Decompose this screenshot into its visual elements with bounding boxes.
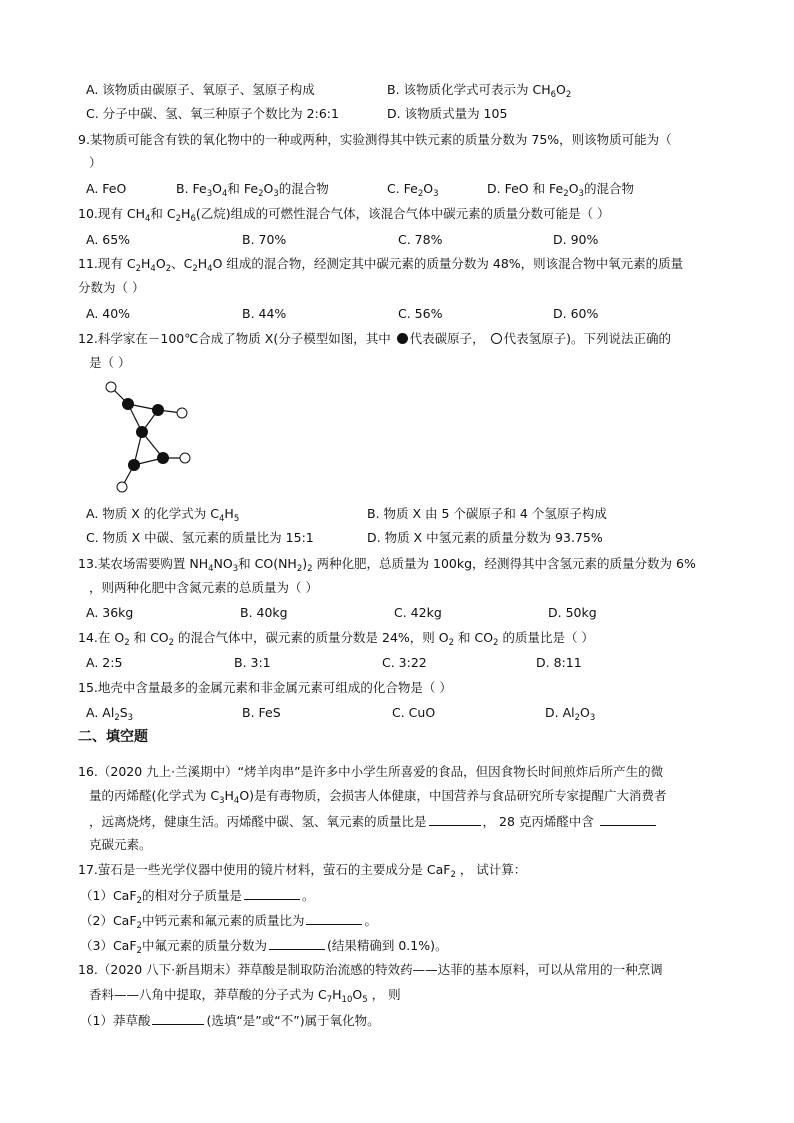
- q9-stem: 9.某物质可能含有铁的氧化物中的一种或两种，实验测得其中铁元素的质量分数为 75%，则该物质可能为（: [78, 132, 672, 147]
- q13-stem-cont: ，则两种化肥中含氮元素的总质量为（ ）: [89, 580, 318, 595]
- q9-option-c: C. $Fe_2O_3$: [387, 181, 439, 199]
- q13-option-d: D. 50kg: [548, 605, 597, 620]
- q8-option-c: C. 分子中碳、氢、氧三种原子个数比为 2:6:1: [86, 106, 339, 121]
- q11-option-c: C. 56%: [398, 306, 443, 321]
- hydrogen-atom: [106, 382, 116, 392]
- q12-stem-cont: 是（ ）: [89, 355, 131, 370]
- carbon-atom: [157, 452, 169, 464]
- q16-stem-line2: 量的丙烯醛(化学式为 $C_3H_4O$)是有毒物质，会损害人体健康，中国营养与食品研究所专家提醒广大消费者: [89, 788, 667, 806]
- hydrogen-atom: [177, 408, 187, 418]
- q16-stem-line3: ，远离烧烤，健康生活。丙烯醛中碳、氢、氧元素的质量比是 ， 28 克丙烯醛中含: [89, 813, 658, 830]
- answer-blank[interactable]: [269, 937, 325, 950]
- q16-stem-line4: 克碳元素。: [89, 837, 152, 852]
- q12-stem: 12.科学家在－100℃合成了物质 X(分子模型如图，其中 代表碳原子， 代表氢原子)。下列说法正确的: [78, 331, 672, 346]
- hydrogen-atom-icon: [491, 333, 502, 344]
- carbon-atom: [128, 459, 140, 471]
- q13-option-b: B. 40kg: [240, 605, 288, 620]
- hydrogen-atom: [180, 453, 190, 463]
- q11-option-a: A. 40%: [86, 306, 131, 321]
- q16-stem: 16.（2020 九上·兰溪期中）“烤羊肉串”是许多中小学生所喜爱的食品，但因食物长时间煎炸后所产生的微: [78, 764, 664, 779]
- q14-option-c: C. 3:22: [382, 655, 427, 670]
- q11-stem-cont: 分数为（ ）: [78, 280, 145, 295]
- q12-option-a: A. 物质 X 的化学式为 $C_4H_5$: [86, 506, 240, 524]
- q17-stem: 17.萤石是一些光学仪器中使用的镜片材料，萤石的主要成分是 CaF$_2$ ， 试计算：: [78, 862, 527, 880]
- molecule-model-diagram: [100, 376, 200, 496]
- q18-stem: 18.（2020 八下·新昌期末）莽草酸是制取防治流感的特效药——达菲的基本原料，可以从常用的一种烹调: [78, 962, 663, 977]
- q15-option-a: A. $Al_2S_3$: [86, 705, 134, 723]
- carbon-atom: [122, 398, 134, 410]
- carbon-atom-icon: [397, 333, 408, 344]
- q12-option-b: B. 物质 X 由 5 个碳原子和 4 个氢原子构成: [367, 506, 607, 521]
- answer-blank[interactable]: [244, 887, 300, 900]
- q18-stem-line2: 香料——八角中提取，莽草酸的分子式为 $C_7H_{10}O_5$ ， 则: [89, 987, 401, 1005]
- q17-sub2: （2）CaF$_2$中钙元素和氟元素的质量比为 。: [80, 913, 377, 931]
- q10-option-b: B. 70%: [242, 232, 287, 247]
- q11-stem: 11.现有 $C_2H_4O_2$、$C_2H_4O$ 组成的混合物，经测定其中碳元素的质量分数为 48%，则该混合物中氧元素的质量: [78, 256, 684, 274]
- q9-option-d: D. FeO 和 $Fe_2O_3$的混合物: [487, 181, 634, 199]
- section-heading: 二、填空题: [78, 729, 148, 745]
- q10-option-d: D. 90%: [553, 232, 599, 247]
- q15-option-c: C. CuO: [392, 705, 436, 720]
- carbon-atom: [152, 404, 164, 416]
- hydrogen-atom: [117, 482, 127, 492]
- q13-option-c: C. 42kg: [394, 605, 442, 620]
- answer-blank[interactable]: [152, 1012, 204, 1025]
- q9-option-a: A. FeO: [86, 181, 127, 196]
- q15-stem: 15.地壳中含量最多的金属元素和非金属元素可组成的化合物是（ ）: [78, 680, 452, 695]
- q10-stem: 10.现有 $CH_4$和 $C_2H_6$(乙烷)组成的可燃性混合气体，该混合气体中碳元素的质量分数可能是（ ）: [78, 206, 610, 224]
- q14-option-d: D. 8:11: [536, 655, 582, 670]
- carbon-atom: [136, 426, 148, 438]
- q8-option-a: A. 该物质由碳原子、氧原子、氢原子构成: [86, 82, 315, 97]
- q11-option-d: D. 60%: [553, 306, 599, 321]
- q9-stem-cont: ）: [89, 155, 102, 170]
- answer-blank[interactable]: [306, 912, 362, 925]
- q12-option-d: D. 物质 X 中氢元素的质量分数为 93.75%: [367, 530, 603, 545]
- answer-blank[interactable]: [600, 813, 656, 826]
- q13-stem: 13.某农场需要购置 $NH_4NO_3$和 $CO(NH_2)_2$ 两种化肥，总质量为 100kg，经测得其中含氢元素的质量分数为 6%: [78, 556, 696, 574]
- q12-option-c: C. 物质 X 中碳、氢元素的质量比为 15:1: [86, 530, 314, 545]
- q10-option-a: A. 65%: [86, 232, 131, 247]
- q14-option-b: B. 3:1: [234, 655, 271, 670]
- q13-option-a: A. 36kg: [86, 605, 134, 620]
- q17-sub3: （3）CaF$_2$中氟元素的质量分数为 (结果精确到 0.1%)。: [80, 938, 448, 956]
- q8-option-d: D. 该物质式量为 105: [387, 106, 508, 121]
- answer-blank[interactable]: [429, 813, 481, 826]
- q15-option-b: B. FeS: [242, 705, 281, 720]
- q14-stem: 14.在 $O_2$ 和 $CO_2$ 的混合气体中，碳元素的质量分数是 24%，则 $O_2$ 和 $CO_2$ 的质量比是（ ）: [78, 630, 594, 648]
- q11-option-b: B. 44%: [242, 306, 287, 321]
- q10-option-c: C. 78%: [398, 232, 443, 247]
- q9-option-b: B. $Fe_3O_4$和 $Fe_2O_3$的混合物: [176, 181, 329, 199]
- q17-sub1: （1）CaF$_2$的相对分子质量是 。: [80, 888, 315, 906]
- q14-option-a: A. 2:5: [86, 655, 123, 670]
- q15-option-d: D. $Al_2O_3$: [545, 705, 596, 723]
- q18-sub1: （1）莽草酸 (选填“是”或“不”)属于氧化物。: [80, 1013, 380, 1028]
- q8-option-b: B. 该物质化学式可表示为 $CH_6O_2$: [387, 82, 572, 100]
